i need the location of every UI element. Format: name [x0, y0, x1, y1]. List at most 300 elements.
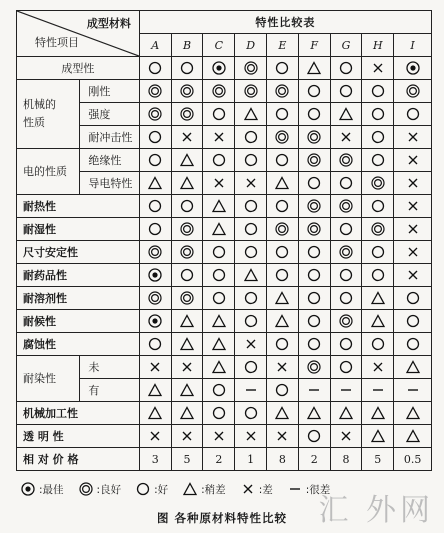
legend-item [240, 481, 273, 497]
rating-cell [139, 195, 171, 218]
bad-cross-icon [405, 176, 421, 189]
bad-cross-icon [179, 130, 195, 143]
column-header: D [235, 34, 267, 57]
rating-cell [171, 80, 203, 103]
table-row [17, 287, 432, 310]
price-value: 0.5 [394, 448, 432, 471]
poor-triangle-icon [338, 107, 354, 120]
row-label: 透 明 性 [17, 425, 140, 448]
rating-cell [139, 218, 171, 241]
good-symbol-icon [274, 222, 290, 235]
rating-cell [298, 80, 330, 103]
poor-triangle-icon [179, 337, 195, 350]
fair-symbol-icon [274, 337, 290, 350]
rating-cell [171, 333, 203, 356]
good-symbol-icon [306, 130, 322, 143]
fair-symbol-icon [338, 337, 354, 350]
fair-symbol-icon [211, 383, 227, 396]
good-symbol-icon [211, 84, 227, 97]
rating-cell [171, 126, 203, 149]
bad-cross-icon [147, 429, 163, 442]
fair-symbol-icon [211, 291, 227, 304]
rating-cell [267, 57, 299, 80]
fair-symbol-icon [370, 153, 386, 166]
rating-cell [394, 264, 432, 287]
rating-cell [267, 195, 299, 218]
fair-symbol-icon [370, 130, 386, 143]
fair-symbol-icon [179, 268, 195, 281]
bad-cross-icon [338, 429, 354, 442]
rating-cell [362, 126, 394, 149]
row-label: 尺寸安定性 [17, 241, 140, 264]
bad-cross-icon [179, 429, 195, 442]
rating-cell [235, 425, 267, 448]
table-row [17, 195, 432, 218]
poor-triangle-icon [405, 429, 421, 442]
rating-cell [298, 57, 330, 80]
rating-cell [330, 402, 362, 425]
rating-cell [171, 425, 203, 448]
rating-cell [394, 379, 432, 402]
price-value: 3 [139, 448, 171, 471]
rating-cell [330, 195, 362, 218]
rating-cell [394, 333, 432, 356]
rating-cell [298, 172, 330, 195]
fair-symbol-icon [306, 268, 322, 281]
rating-cell [298, 333, 330, 356]
fair-symbol-icon [306, 429, 322, 442]
fair-symbol-icon [179, 199, 195, 212]
rating-cell [362, 57, 394, 80]
rating-cell [139, 402, 171, 425]
fair-symbol-icon [274, 245, 290, 258]
material-label: 成型材料 [86, 17, 131, 30]
rating-cell [362, 172, 394, 195]
poor-triangle-icon [243, 268, 259, 281]
legend [20, 481, 330, 497]
rating-cell [330, 264, 362, 287]
rating-cell [394, 103, 432, 126]
rating-cell [362, 264, 394, 287]
fair-symbol-icon [211, 268, 227, 281]
comparison-table [16, 10, 432, 471]
column-header: H [362, 34, 394, 57]
rating-cell [235, 80, 267, 103]
rating-cell [298, 195, 330, 218]
good-symbol-icon [338, 245, 354, 258]
fair-symbol-icon [370, 199, 386, 212]
rating-cell [203, 310, 235, 333]
rating-cell [203, 218, 235, 241]
very-bad-dash-icon [243, 383, 259, 396]
column-header: A [139, 34, 171, 57]
table-row [17, 356, 432, 379]
rating-cell [139, 103, 171, 126]
fair-symbol-icon [370, 107, 386, 120]
rating-cell [267, 126, 299, 149]
price-value: 5 [171, 448, 203, 471]
row-label: 耐热性 [17, 195, 140, 218]
fair-symbol-icon [338, 222, 354, 235]
rating-cell [298, 126, 330, 149]
best-symbol-icon [20, 481, 36, 497]
price-label: 相 对 价 格 [17, 448, 140, 471]
row-label: 成型性 [17, 57, 140, 80]
fair-symbol-icon [306, 337, 322, 350]
rating-cell [139, 149, 171, 172]
table-row [17, 333, 432, 356]
rating-cell [394, 57, 432, 80]
row-label: 机械加工性 [17, 402, 140, 425]
poor-triangle-icon [179, 176, 195, 189]
row-group-label [17, 80, 80, 149]
rating-cell [362, 333, 394, 356]
fair-symbol-icon [306, 176, 322, 189]
row-label: 耐候性 [17, 310, 140, 333]
fair-symbol-icon [211, 406, 227, 419]
bad-cross-icon [405, 199, 421, 212]
fair-symbol-icon [370, 268, 386, 281]
rating-cell [394, 287, 432, 310]
fair-symbol-icon [306, 84, 322, 97]
row-label: 未 [80, 356, 139, 379]
legend-item [135, 481, 168, 497]
rating-cell [235, 172, 267, 195]
legend-text: :好 [154, 483, 169, 496]
rating-cell [298, 287, 330, 310]
rating-cell [362, 241, 394, 264]
group-label-line: 机械的 [23, 98, 56, 111]
rating-cell [298, 149, 330, 172]
very-bad-dash-icon [405, 383, 421, 396]
fair-symbol-icon [179, 61, 195, 74]
rating-cell [235, 103, 267, 126]
good-symbol-icon [243, 84, 259, 97]
rating-cell [394, 425, 432, 448]
column-header: G [330, 34, 362, 57]
fair-symbol-icon [338, 84, 354, 97]
rating-cell [203, 287, 235, 310]
rating-cell [139, 287, 171, 310]
rating-cell [362, 402, 394, 425]
bad-cross-icon [211, 130, 227, 143]
legend-text: :很差 [305, 483, 331, 496]
best-symbol-icon [405, 61, 421, 74]
rating-cell [139, 310, 171, 333]
fair-symbol-icon [147, 337, 163, 350]
rating-cell [235, 356, 267, 379]
price-row [17, 448, 432, 471]
best-symbol-icon [147, 314, 163, 327]
good-symbol-icon [179, 291, 195, 304]
rating-cell [203, 333, 235, 356]
row-label: 刚性 [80, 80, 139, 103]
good-symbol-icon [243, 61, 259, 74]
fair-symbol-icon [306, 291, 322, 304]
legend-text: :差 [258, 483, 273, 496]
legend-text: :良好 [96, 483, 122, 496]
rating-cell [330, 149, 362, 172]
poor-triangle-icon [405, 406, 421, 419]
good-symbol-icon [147, 245, 163, 258]
rating-cell [394, 356, 432, 379]
poor-triangle-icon [306, 61, 322, 74]
fair-symbol-icon [306, 245, 322, 258]
watermark: 汇 外网 [318, 493, 434, 528]
column-header: C [203, 34, 235, 57]
rating-cell [139, 264, 171, 287]
good-symbol-icon [405, 84, 421, 97]
rating-cell [203, 402, 235, 425]
rating-cell [171, 356, 203, 379]
fair-symbol-icon [135, 481, 151, 497]
figure-caption: 图 各种原材料特性比较 [156, 511, 287, 525]
poor-triangle-icon [211, 222, 227, 235]
rating-cell [330, 287, 362, 310]
column-header: E [267, 34, 299, 57]
fair-symbol-icon [243, 130, 259, 143]
fair-symbol-icon [370, 245, 386, 258]
table-row [17, 264, 432, 287]
fair-symbol-icon [338, 176, 354, 189]
bad-cross-icon [243, 176, 259, 189]
column-header: B [171, 34, 203, 57]
rating-cell [171, 57, 203, 80]
good-symbol-icon [274, 130, 290, 143]
fair-symbol-icon [147, 61, 163, 74]
rating-cell [394, 218, 432, 241]
rating-cell [267, 264, 299, 287]
legend-item [182, 481, 226, 497]
rating-cell [139, 126, 171, 149]
fair-symbol-icon [243, 314, 259, 327]
rating-cell [330, 172, 362, 195]
fair-symbol-icon [338, 268, 354, 281]
rating-cell [394, 149, 432, 172]
poor-triangle-icon [243, 107, 259, 120]
rating-cell [267, 356, 299, 379]
poor-triangle-icon [147, 176, 163, 189]
good-symbol-icon [179, 84, 195, 97]
rating-cell [362, 310, 394, 333]
good-symbol-icon [338, 153, 354, 166]
good-symbol-icon [179, 107, 195, 120]
poor-triangle-icon [338, 406, 354, 419]
fair-symbol-icon [338, 360, 354, 373]
rating-cell [267, 379, 299, 402]
rating-cell [235, 264, 267, 287]
rating-cell [139, 172, 171, 195]
rating-cell [330, 425, 362, 448]
good-symbol-icon [306, 222, 322, 235]
rating-cell [298, 218, 330, 241]
table-row [17, 402, 432, 425]
fair-symbol-icon [370, 337, 386, 350]
good-symbol-icon [370, 222, 386, 235]
very-bad-dash-icon [338, 383, 354, 396]
rating-cell [171, 287, 203, 310]
rating-cell [267, 287, 299, 310]
rating-cell [171, 195, 203, 218]
table-row [17, 310, 432, 333]
poor-triangle-icon [211, 360, 227, 373]
legend-text: :稍差 [201, 483, 226, 496]
rating-cell [298, 103, 330, 126]
fair-symbol-icon [243, 222, 259, 235]
bad-cross-icon [405, 130, 421, 143]
rating-cell [203, 57, 235, 80]
good-symbol-icon [78, 481, 94, 497]
poor-triangle-icon [211, 337, 227, 350]
poor-triangle-icon [179, 153, 195, 166]
bad-cross-icon [405, 245, 421, 258]
rating-cell [203, 425, 235, 448]
rating-cell [203, 356, 235, 379]
row-label: 腐蚀性 [17, 333, 140, 356]
rating-cell [362, 195, 394, 218]
best-symbol-icon [147, 268, 163, 281]
very-bad-dash-icon [306, 383, 322, 396]
rating-cell [394, 310, 432, 333]
rating-cell [394, 402, 432, 425]
row-label: 有 [80, 379, 139, 402]
fair-symbol-icon [338, 291, 354, 304]
good-symbol-icon [370, 176, 386, 189]
row-label: 耐药品性 [17, 264, 140, 287]
rating-cell [267, 218, 299, 241]
rating-cell [330, 103, 362, 126]
rating-cell [235, 126, 267, 149]
bad-cross-icon [370, 61, 386, 74]
rating-cell [394, 80, 432, 103]
bad-cross-icon [405, 268, 421, 281]
fair-symbol-icon [147, 199, 163, 212]
table-row [17, 218, 432, 241]
rating-cell [362, 80, 394, 103]
poor-triangle-icon [370, 429, 386, 442]
rating-cell [235, 379, 267, 402]
fair-symbol-icon [243, 360, 259, 373]
good-symbol-icon [179, 222, 195, 235]
rating-cell [298, 241, 330, 264]
rating-cell [394, 126, 432, 149]
poor-triangle-icon [274, 314, 290, 327]
poor-triangle-icon [274, 406, 290, 419]
best-symbol-icon [211, 61, 227, 74]
rating-cell [362, 356, 394, 379]
rating-cell [235, 57, 267, 80]
rating-cell [330, 333, 362, 356]
rating-cell [362, 425, 394, 448]
rating-cell [139, 241, 171, 264]
price-value: 2 [298, 448, 330, 471]
poor-triangle-icon [274, 291, 290, 304]
rating-cell [235, 310, 267, 333]
header-diagonal-cell [17, 11, 140, 57]
poor-triangle-icon [179, 383, 195, 396]
poor-triangle-icon [182, 481, 198, 497]
very-bad-dash-icon [370, 383, 386, 396]
rating-cell [235, 402, 267, 425]
price-value: 8 [267, 448, 299, 471]
poor-triangle-icon [179, 314, 195, 327]
rating-cell [171, 264, 203, 287]
price-value: 1 [235, 448, 267, 471]
fair-symbol-icon [405, 291, 421, 304]
poor-triangle-icon [147, 406, 163, 419]
good-symbol-icon [338, 314, 354, 327]
rating-cell [203, 264, 235, 287]
table-row [17, 425, 432, 448]
fair-symbol-icon [243, 153, 259, 166]
rating-cell [362, 287, 394, 310]
item-label: 特性项目 [35, 36, 79, 49]
poor-triangle-icon [179, 406, 195, 419]
fair-symbol-icon [405, 337, 421, 350]
bad-cross-icon [243, 429, 259, 442]
rating-cell [139, 379, 171, 402]
row-group-label: 电的性质 [17, 149, 80, 195]
price-value: 8 [330, 448, 362, 471]
bad-cross-icon [240, 481, 256, 497]
bad-cross-icon [274, 429, 290, 442]
bad-cross-icon [211, 176, 227, 189]
rating-cell [171, 103, 203, 126]
fair-symbol-icon [211, 245, 227, 258]
rating-cell [171, 149, 203, 172]
bad-cross-icon [147, 360, 163, 373]
rating-cell [298, 310, 330, 333]
bad-cross-icon [274, 360, 290, 373]
good-symbol-icon [306, 360, 322, 373]
bad-cross-icon [211, 429, 227, 442]
rating-cell [203, 80, 235, 103]
price-value: 2 [203, 448, 235, 471]
rating-cell [235, 195, 267, 218]
rating-cell [298, 425, 330, 448]
rating-cell [362, 103, 394, 126]
fair-symbol-icon [147, 130, 163, 143]
row-label: 强度 [80, 103, 139, 126]
rating-cell [394, 172, 432, 195]
bad-cross-icon [405, 153, 421, 166]
very-bad-dash-icon [287, 481, 303, 497]
rating-cell [235, 149, 267, 172]
rating-cell [235, 241, 267, 264]
rating-cell [394, 195, 432, 218]
fair-symbol-icon [274, 199, 290, 212]
bad-cross-icon [179, 360, 195, 373]
rating-cell [267, 241, 299, 264]
fair-symbol-icon [211, 153, 227, 166]
fair-symbol-icon [405, 314, 421, 327]
poor-triangle-icon [274, 176, 290, 189]
rating-cell [330, 241, 362, 264]
poor-triangle-icon [211, 199, 227, 212]
fair-symbol-icon [147, 153, 163, 166]
fair-symbol-icon [243, 406, 259, 419]
fair-symbol-icon [274, 153, 290, 166]
poor-triangle-icon [370, 314, 386, 327]
fair-symbol-icon [274, 107, 290, 120]
rating-cell [330, 80, 362, 103]
table-title: 特性比较表 [139, 11, 431, 34]
poor-triangle-icon [147, 383, 163, 396]
rating-cell [203, 149, 235, 172]
rating-cell [298, 379, 330, 402]
rating-cell [139, 356, 171, 379]
rating-cell [171, 402, 203, 425]
